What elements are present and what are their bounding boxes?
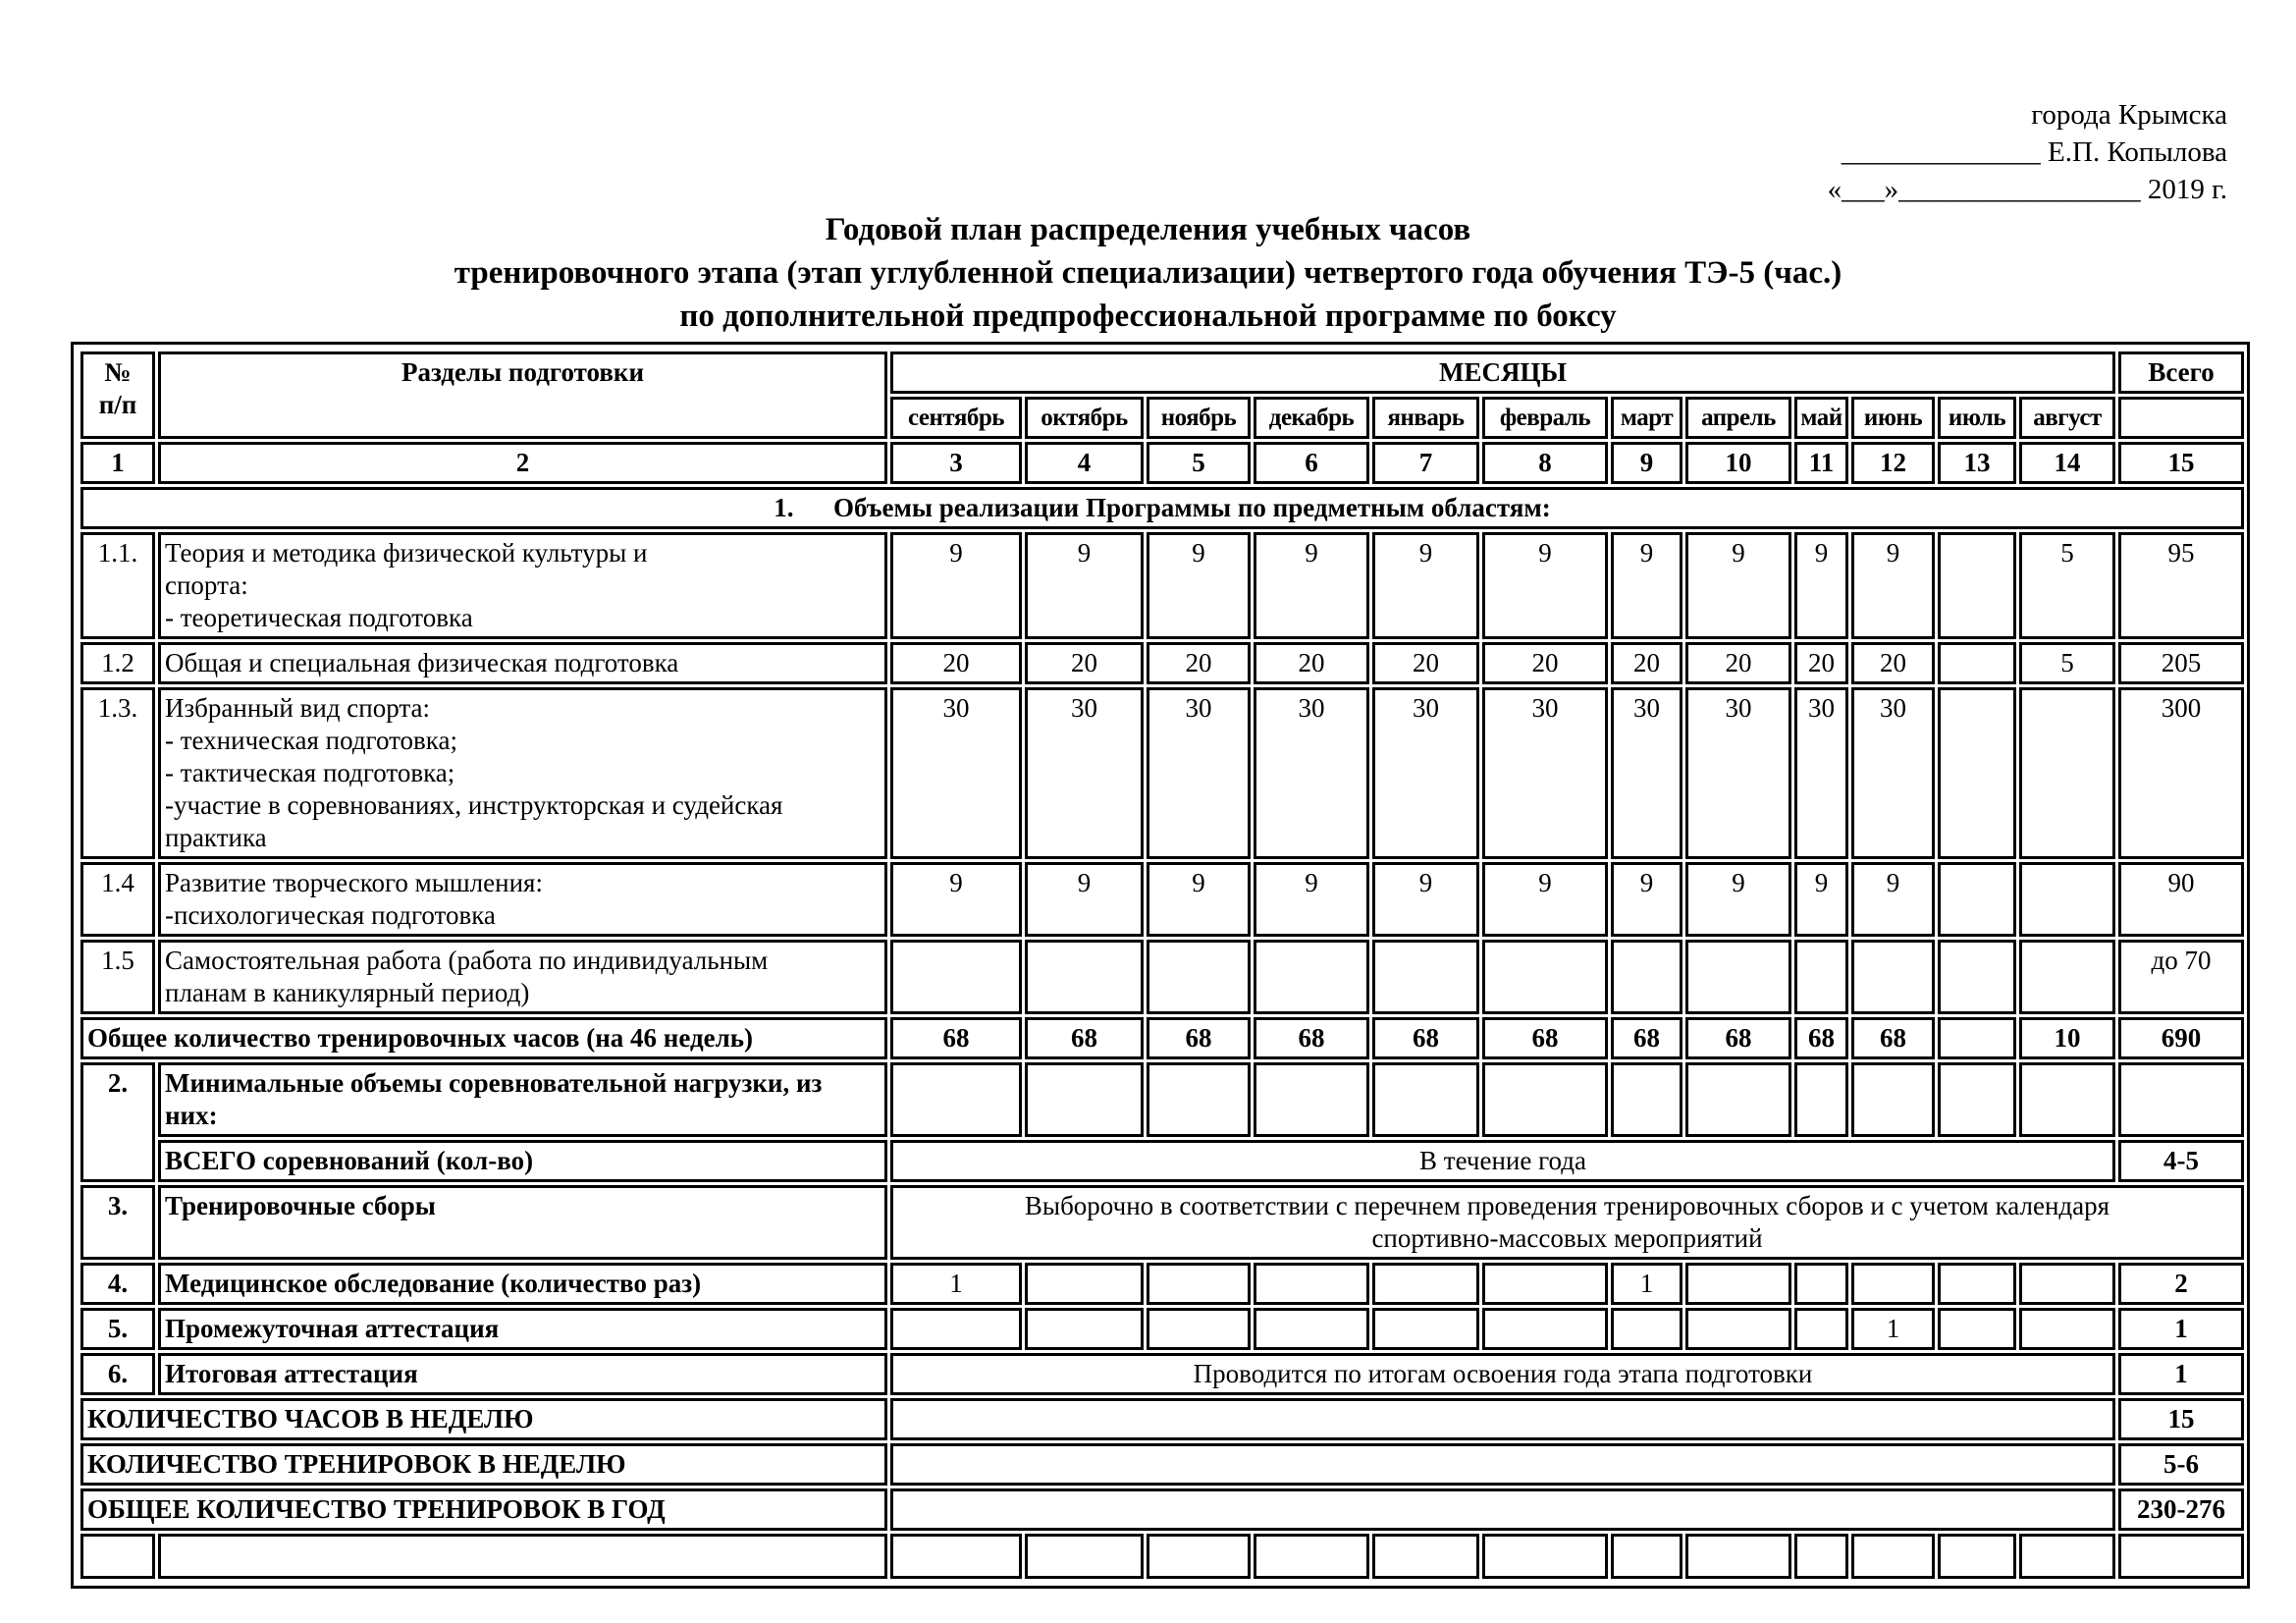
month-value — [1482, 1263, 1608, 1305]
empty-cell — [2019, 1534, 2115, 1579]
section2-sub-row — [80, 1140, 2244, 1182]
section1-title: 1. Объемы реализации Программы по предметным областям: — [80, 487, 2244, 529]
column-number: 9 — [1611, 442, 1682, 484]
section1-row — [80, 487, 2244, 529]
month-value: 9 — [1482, 862, 1608, 937]
empty-cell — [890, 1062, 1022, 1137]
empty-cell — [1938, 1534, 2016, 1579]
total-hours-value: 68 — [1025, 1017, 1144, 1059]
month-value — [2019, 1308, 2115, 1350]
total-hours-value: 68 — [1794, 1017, 1848, 1059]
row-number: 1.4 — [80, 862, 155, 937]
month-value: 20 — [890, 642, 1022, 684]
month-value — [1685, 940, 1791, 1014]
month-value: 30 — [1482, 687, 1608, 859]
empty-cell — [1254, 1534, 1369, 1579]
section3-name: Тренировочные сборы — [158, 1185, 887, 1260]
total-hours-value — [1938, 1017, 2016, 1059]
month-value: 30 — [1685, 687, 1791, 859]
month-value: 9 — [1611, 532, 1682, 639]
column-numbers-row — [80, 442, 2244, 484]
plan-table-body — [80, 352, 2244, 1579]
approval-block — [1828, 96, 2227, 208]
month-value: 1 — [1851, 1308, 1935, 1350]
summary-blank — [890, 1398, 2115, 1440]
month-value: 30 — [890, 687, 1022, 859]
month-value — [1938, 687, 2016, 859]
title-line-3: по дополнительной предпрофессиональной программе по боксу — [679, 298, 1617, 334]
month-value — [1938, 1308, 2016, 1350]
month-value: 9 — [1025, 862, 1144, 937]
month-value — [1851, 1263, 1935, 1305]
month-value — [2019, 940, 2115, 1014]
month-value — [1025, 1308, 1144, 1350]
month-value: 1 — [890, 1263, 1022, 1305]
month-value: 9 — [1254, 532, 1369, 639]
section2-sub-text: В течение года — [890, 1140, 2115, 1182]
total-hours-value: 68 — [1372, 1017, 1479, 1059]
empty-cell — [1685, 1534, 1791, 1579]
month-value — [1938, 862, 2016, 937]
empty-cell — [1147, 1062, 1251, 1137]
column-number: 14 — [2019, 442, 2115, 484]
total-hours-value: 68 — [890, 1017, 1022, 1059]
column-number: 15 — [2118, 442, 2244, 484]
row-name: Развитие творческого мышления: -психологическая подготовка — [158, 862, 887, 937]
month-value — [1372, 1263, 1479, 1305]
month-value: 9 — [890, 532, 1022, 639]
month-value — [1938, 940, 2016, 1014]
row-number: 1.2 — [80, 642, 155, 684]
section6-num: 6. — [80, 1353, 155, 1395]
data-row — [80, 532, 2244, 639]
month-value: 30 — [1025, 687, 1144, 859]
month-value — [1938, 532, 2016, 639]
document-title — [0, 208, 2296, 338]
section4-name: Медицинское обследование (количество раз) — [158, 1263, 887, 1305]
month-value: 9 — [1372, 532, 1479, 639]
total-hours-total: 690 — [2118, 1017, 2244, 1059]
month-value: 30 — [1254, 687, 1369, 859]
month-value — [2019, 687, 2115, 859]
month-value: 9 — [1851, 862, 1935, 937]
month-value — [1254, 940, 1369, 1014]
month-value: 30 — [1147, 687, 1251, 859]
section4-row — [80, 1263, 2244, 1305]
month-value: 9 — [1851, 532, 1935, 639]
month-value: 20 — [1254, 642, 1369, 684]
month-value — [1254, 1263, 1369, 1305]
summary-blank — [890, 1488, 2115, 1531]
month-value — [1794, 940, 1848, 1014]
column-number: 5 — [1147, 442, 1251, 484]
month-value: 9 — [1147, 532, 1251, 639]
month-header: ноябрь — [1147, 397, 1251, 439]
empty-cell — [1025, 1062, 1144, 1137]
month-value: 30 — [1611, 687, 1682, 859]
month-header: февраль — [1482, 397, 1608, 439]
month-value: 30 — [1372, 687, 1479, 859]
row-total: 95 — [2118, 532, 2244, 639]
month-value — [1685, 1263, 1791, 1305]
empty-cell — [80, 1534, 155, 1579]
summary-row — [80, 1488, 2244, 1531]
section4-num: 4. — [80, 1263, 155, 1305]
empty-cell — [2118, 1534, 2244, 1579]
month-value: 20 — [1147, 642, 1251, 684]
summary-label: КОЛИЧЕСТВО ТРЕНИРОВОК В НЕДЕЛЮ — [80, 1443, 887, 1486]
summary-blank — [890, 1443, 2115, 1486]
section6-name: Итоговая аттестация — [158, 1353, 887, 1395]
month-value — [890, 1308, 1022, 1350]
empty-cell — [1851, 1534, 1935, 1579]
month-value: 20 — [1372, 642, 1479, 684]
total-hours-row — [80, 1017, 2244, 1059]
empty-cell — [2019, 1062, 2115, 1137]
total-hours-value: 68 — [1482, 1017, 1608, 1059]
empty-cell — [2118, 1062, 2244, 1137]
total-hours-value: 68 — [1851, 1017, 1935, 1059]
month-value: 9 — [1794, 862, 1848, 937]
section5-num: 5. — [80, 1308, 155, 1350]
month-value — [1025, 940, 1144, 1014]
row-total: 300 — [2118, 687, 2244, 859]
month-value: 9 — [1025, 532, 1144, 639]
month-value: 30 — [1794, 687, 1848, 859]
section6-text: Проводится по итогам освоения года этапа подготовки — [890, 1353, 2115, 1395]
column-number: 3 — [890, 442, 1022, 484]
month-value — [1482, 1308, 1608, 1350]
empty-cell — [1025, 1534, 1144, 1579]
month-value — [1851, 940, 1935, 1014]
section3-text: Выборочно в соответствии с перечнем проведения тренировочных сборов и с учетом календаря спортивно-массовых мероприятий — [890, 1185, 2244, 1260]
empty-cell — [1372, 1062, 1479, 1137]
total-hours-label: Общее количество тренировочных часов (на 46 недель) — [80, 1017, 887, 1059]
summary-label: КОЛИЧЕСТВО ЧАСОВ В НЕДЕЛЮ — [80, 1398, 887, 1440]
header-total: Всего — [2118, 352, 2244, 394]
empty-cell — [1794, 1062, 1848, 1137]
month-value — [1611, 1308, 1682, 1350]
section4-total: 2 — [2118, 1263, 2244, 1305]
row-total: до 70 — [2118, 940, 2244, 1014]
month-value — [1938, 642, 2016, 684]
plan-table — [78, 349, 2247, 1582]
row-name: Общая и специальная физическая подготовка — [158, 642, 887, 684]
empty-cell — [1794, 1534, 1848, 1579]
summary-total: 5-6 — [2118, 1443, 2244, 1486]
summary-total: 230-276 — [2118, 1488, 2244, 1531]
row-name: Самостоятельная работа (работа по индивидуальным планам в каникулярный период) — [158, 940, 887, 1014]
header-months-group: МЕСЯЦЫ — [890, 352, 2115, 394]
month-value — [1372, 940, 1479, 1014]
row-number: 1.5 — [80, 940, 155, 1014]
month-value: 9 — [1611, 862, 1682, 937]
empty-cell — [1611, 1534, 1682, 1579]
empty-cell — [1254, 1062, 1369, 1137]
approval-date: «___»_________________ 2019 г. — [1827, 174, 2227, 205]
month-value — [1147, 1308, 1251, 1350]
section3-num: 3. — [80, 1185, 155, 1260]
month-header: декабрь — [1254, 397, 1369, 439]
empty-cell — [890, 1534, 1022, 1579]
section6-total: 1 — [2118, 1353, 2244, 1395]
month-value: 5 — [2019, 642, 2115, 684]
summary-total: 15 — [2118, 1398, 2244, 1440]
month-value — [1372, 1308, 1479, 1350]
summary-row — [80, 1443, 2244, 1486]
row-number: 1.3. — [80, 687, 155, 859]
month-header: сентябрь — [890, 397, 1022, 439]
month-value: 9 — [1794, 532, 1848, 639]
empty-cell — [1685, 1062, 1791, 1137]
month-value: 20 — [1851, 642, 1935, 684]
column-number: 10 — [1685, 442, 1791, 484]
month-value: 9 — [890, 862, 1022, 937]
month-value — [1794, 1308, 1848, 1350]
row-name: Теория и методика физической культуры и спорта: - теоретическая подготовка — [158, 532, 887, 639]
month-value — [1147, 1263, 1251, 1305]
column-number: 1 — [80, 442, 155, 484]
month-value: 1 — [1611, 1263, 1682, 1305]
total-hours-value: 68 — [1254, 1017, 1369, 1059]
empty-cell — [1482, 1534, 1608, 1579]
month-value: 9 — [1685, 862, 1791, 937]
row-total: 205 — [2118, 642, 2244, 684]
month-value — [2019, 1263, 2115, 1305]
row-total: 90 — [2118, 862, 2244, 937]
approval-signature: ______________ Е.П. Копылова — [1841, 136, 2227, 168]
column-number: 2 — [158, 442, 887, 484]
month-header: май — [1794, 397, 1848, 439]
section2-name: Минимальные объемы соревновательной нагрузки, из них: — [158, 1062, 887, 1137]
month-value: 20 — [1482, 642, 1608, 684]
header-row — [80, 352, 2244, 394]
month-value — [890, 940, 1022, 1014]
section3-row — [80, 1185, 2244, 1260]
month-header: июнь — [1851, 397, 1935, 439]
empty-cell — [1938, 1062, 2016, 1137]
total-header-blank — [2118, 397, 2244, 439]
summary-row — [80, 1398, 2244, 1440]
empty-cell — [1372, 1534, 1479, 1579]
month-value — [1147, 940, 1251, 1014]
column-number: 7 — [1372, 442, 1479, 484]
month-header: март — [1611, 397, 1682, 439]
month-value — [1685, 1308, 1791, 1350]
section5-row — [80, 1308, 2244, 1350]
empty-cell — [158, 1534, 887, 1579]
empty-cell — [1482, 1062, 1608, 1137]
month-value: 5 — [2019, 532, 2115, 639]
column-number: 12 — [1851, 442, 1935, 484]
column-number: 13 — [1938, 442, 2016, 484]
month-header: июль — [1938, 397, 2016, 439]
month-value — [1938, 1263, 2016, 1305]
month-value — [2019, 862, 2115, 937]
empty-cell — [1611, 1062, 1682, 1137]
column-number: 6 — [1254, 442, 1369, 484]
month-header: октябрь — [1025, 397, 1144, 439]
month-header: апрель — [1685, 397, 1791, 439]
month-value: 20 — [1685, 642, 1791, 684]
month-value: 30 — [1851, 687, 1935, 859]
month-value: 20 — [1611, 642, 1682, 684]
section5-total: 1 — [2118, 1308, 2244, 1350]
month-value: 9 — [1254, 862, 1369, 937]
plan-table-frame — [71, 342, 2250, 1589]
total-hours-value: 10 — [2019, 1017, 2115, 1059]
row-number: 1.1. — [80, 532, 155, 639]
column-number: 8 — [1482, 442, 1608, 484]
section5-name: Промежуточная аттестация — [158, 1308, 887, 1350]
row-name: Избранный вид спорта: - техническая подготовка; - тактическая подготовка; -участие в соревнованиях, инструкторская и судейская практика — [158, 687, 887, 859]
section2-row — [80, 1062, 2244, 1137]
month-value — [1254, 1308, 1369, 1350]
month-value — [1794, 1263, 1848, 1305]
empty-cell — [1851, 1062, 1935, 1137]
header-sections: Разделы подготовки — [158, 352, 887, 439]
month-value: 20 — [1794, 642, 1848, 684]
month-value — [1025, 1263, 1144, 1305]
column-number: 11 — [1794, 442, 1848, 484]
month-header: август — [2019, 397, 2115, 439]
month-value: 20 — [1025, 642, 1144, 684]
data-row — [80, 642, 2244, 684]
section6-row — [80, 1353, 2244, 1395]
month-value: 9 — [1482, 532, 1608, 639]
month-value: 9 — [1372, 862, 1479, 937]
empty-cell — [1147, 1534, 1251, 1579]
section2-num: 2. — [80, 1062, 155, 1182]
section2-sub-total: 4-5 — [2118, 1140, 2244, 1182]
total-hours-value: 68 — [1685, 1017, 1791, 1059]
data-row — [80, 687, 2244, 859]
month-value — [1611, 940, 1682, 1014]
section2-sub-name: ВСЕГО соревнований (кол-во) — [158, 1140, 887, 1182]
summary-label: ОБЩЕЕ КОЛИЧЕСТВО ТРЕНИРОВОК В ГОД — [80, 1488, 887, 1531]
empty-row — [80, 1534, 2244, 1579]
data-row — [80, 862, 2244, 937]
month-value: 9 — [1147, 862, 1251, 937]
header-num: № п/п — [80, 352, 155, 439]
month-value — [1482, 940, 1608, 1014]
column-number: 4 — [1025, 442, 1144, 484]
total-hours-value: 68 — [1147, 1017, 1251, 1059]
title-line-2: тренировочного этапа (этап углубленной специализации) четвертого года обучения ТЭ-5 (час.) — [454, 255, 1842, 291]
approval-city: города Крымска — [2031, 99, 2227, 131]
title-line-1: Годовой план распределения учебных часов — [825, 212, 1471, 247]
data-row — [80, 940, 2244, 1014]
month-value: 9 — [1685, 532, 1791, 639]
month-header: январь — [1372, 397, 1479, 439]
total-hours-value: 68 — [1611, 1017, 1682, 1059]
